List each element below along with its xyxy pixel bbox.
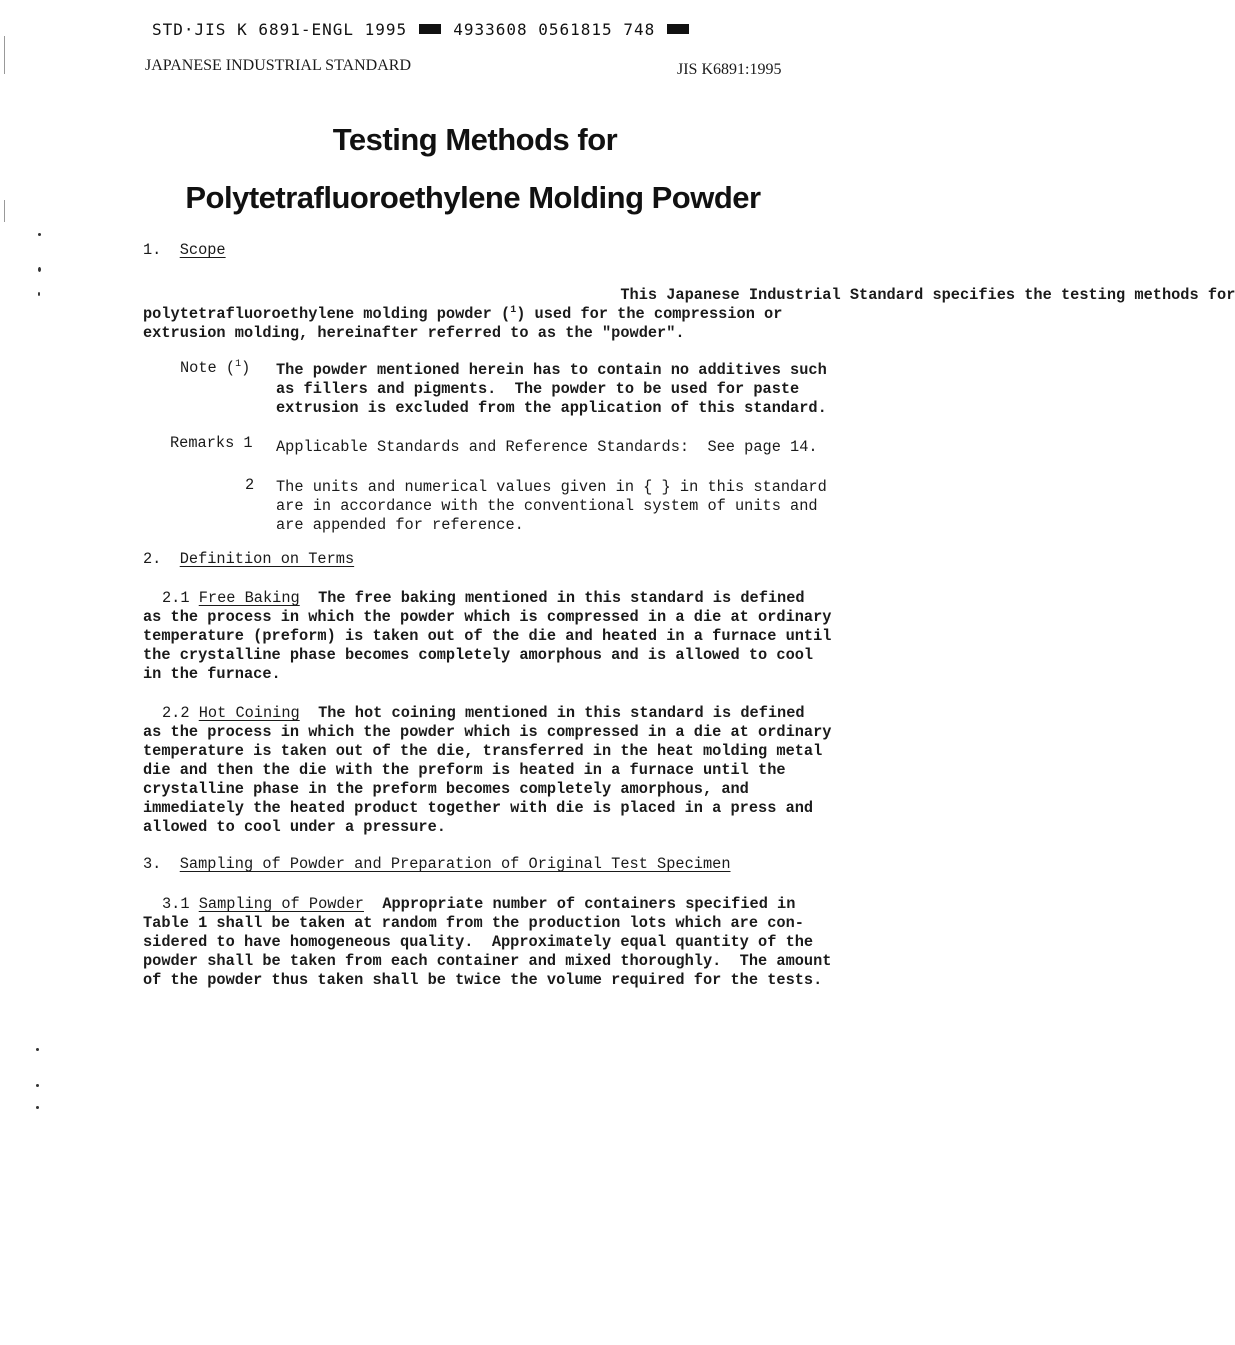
stamp-code: 4933608 0561815 748 (453, 20, 656, 39)
scope-note-ref: 1 (510, 305, 517, 316)
note-label-close: ) (241, 359, 251, 377)
clause-2-2-number: 2.2 (162, 704, 190, 722)
title-line-1: Testing Methods for (332, 122, 618, 157)
section-1-number: 1. (143, 241, 162, 259)
clause-2-1-text-first: The free baking mentioned in this standard is defined (318, 589, 805, 607)
clause-2-2-text: as the process in which the powder which is compressed in a die at ordinary temperature is taken out of the die, transferred in the heat molding metal die and then the die with the preform is heated in a furnace until the crystalline phase in the preform becomes completely amorphous, and immediately the heated product together with die is placed in a press and allowed to cool under a pressure. (143, 723, 832, 836)
clause-2-1-number: 2.1 (162, 589, 190, 607)
section-2-heading (143, 550, 354, 569)
punch-dot (36, 1048, 39, 1051)
clause-2-1-first-line (162, 589, 805, 608)
clause-2-2-first-line (162, 704, 805, 723)
standard-label: JAPANESE INDUSTRIAL STANDARD (145, 57, 411, 74)
clause-2-2-term: Hot Coining (198, 704, 300, 722)
clause-3-1-first-line (162, 895, 795, 914)
scope-text-a: This Japanese Industrial Standard specifies the testing methods for polytetrafluoroethylene molding powder ( (143, 286, 1235, 323)
punch-dot (38, 267, 41, 272)
stamp-block-mark-end (667, 24, 689, 34)
note-text: The powder mentioned herein has to contain no additives such as fillers and pigments. The powder to be used for paste extrusion is excluded from the application of this standard. (276, 361, 827, 417)
section-1-heading (143, 241, 226, 260)
section-2-title: Definition on Terms (179, 550, 355, 568)
section-1-title: Scope (179, 241, 226, 259)
punch-dot (36, 1084, 39, 1087)
scope-text-b: ) used for the compression or extrusion molding, hereinafter referred to as the "powder". (143, 305, 783, 342)
remark-2-label: 2 (245, 476, 255, 494)
title-line-2: Polytetrafluoroethylene Molding Powder (185, 180, 761, 215)
note-label-ref: 1 (235, 359, 242, 370)
clause-3-1-text: Table 1 shall be taken at random from the production lots which are con- sidered to have homogeneous quality. Approximately equal quantity of the powder shall be taken from each container and mixed thoroughly. The amount of the powder thus taken shall be twice the volume required for the tests. (143, 914, 832, 989)
remark-1-text: Applicable Standards and Reference Standards: See page 14. (276, 438, 818, 456)
note-label (180, 359, 250, 378)
remark-2-text: The units and numerical values given in { } in this standard are in accordance with the conventional system of units and are appended for reference. (276, 478, 827, 534)
section-3-heading (143, 855, 731, 874)
stamp-prefix: STD·JIS K 6891-ENGL 1995 (152, 20, 408, 39)
standard-number: JIS K6891:1995 (677, 61, 782, 78)
scan-edge-mark (4, 200, 5, 222)
punch-dot (38, 233, 41, 236)
stamp-block-mark (419, 24, 441, 34)
section-3-title: Sampling of Powder and Preparation of Original Test Specimen (179, 855, 731, 873)
section-3-number: 3. (143, 855, 162, 873)
punch-dot (38, 292, 40, 296)
clause-3-1-number: 3.1 (162, 895, 190, 913)
remarks-label: Remarks 1 (170, 434, 253, 452)
punch-dot (36, 1106, 39, 1109)
clause-2-1-term: Free Baking (198, 589, 300, 607)
section-2-number: 2. (143, 550, 162, 568)
clause-3-1-term: Sampling of Powder (198, 895, 364, 913)
document-stamp (152, 20, 701, 39)
note-label-text: Note ( (180, 359, 236, 377)
clause-2-1-text: as the process in which the powder which is compressed in a die at ordinary temperature (preform) is taken out of the die and heated in a furnace until the crystalline phase becomes completely amorphous and is allowed to cool in the furnace. (143, 608, 832, 683)
scope-paragraph (143, 286, 1235, 343)
scan-edge-mark (4, 36, 5, 74)
clause-3-1-text-first: Appropriate number of containers specified in (382, 895, 796, 913)
clause-2-2-text-first: The hot coining mentioned in this standard is defined (318, 704, 805, 722)
